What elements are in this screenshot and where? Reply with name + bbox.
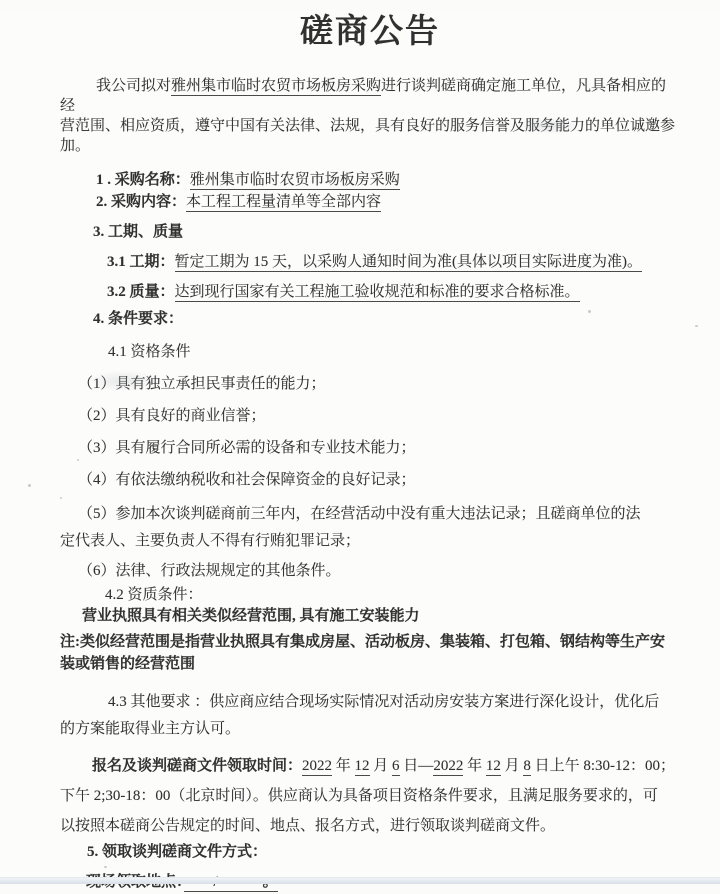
signup-sep-year1: 年 [332, 758, 355, 775]
section41-heading: 4.1 资格条件 [108, 344, 191, 361]
scan-speck [588, 310, 591, 313]
qualification-item-3: （3）具有履行合同所必需的设备和专业技术能力； [78, 440, 416, 457]
scan-speck [28, 484, 31, 487]
section43-text-line1: 供应商应结合现场实际情况对活动房安装方案进行深化设计，优化后 [209, 694, 660, 711]
signup-time-paragraph [60, 751, 680, 841]
signup-year-end: 2022 [433, 758, 464, 775]
section31-label: 3.1 工期： [107, 254, 175, 271]
intro-line2: 营范围、相应资质，遵守中国有关法律、法规，具有良好的服务信誉及服务能力的单位诚邀参 [60, 118, 676, 135]
intro-text-post: 进行谈判磋商确定施工单位，凡具备相应的经 [60, 78, 667, 115]
section32-quality [107, 281, 680, 303]
scan-speck [60, 497, 62, 499]
scan-smudge [88, 370, 158, 392]
section32-label: 3.2 质量： [107, 284, 175, 301]
section42-note [60, 631, 680, 675]
signup-month-end: 12 [485, 758, 501, 775]
scan-speck [695, 325, 698, 327]
intro-paragraph [60, 76, 680, 156]
signup-month-start: 12 [354, 758, 370, 775]
qualification-item-6: （6）法律、行政法规规定的其他条件。 [78, 563, 341, 580]
intro-text-pre: 我公司拟对 [96, 78, 172, 95]
item-purchase-content [96, 191, 680, 213]
section32-value: 达到现行国家有关工程施工验收规范和标准的要求合格标准。 [174, 284, 580, 301]
scan-speck [77, 459, 79, 461]
qualification-item-5-line1: （5）参加本次谈判磋商前三年内，在经营活动中没有重大违法记录；且磋商单位的法 [78, 506, 641, 523]
section42-heading: 4.2 资质条件： [105, 587, 203, 604]
section43-text-line2: 的方案能取得业主方认可。 [60, 721, 241, 738]
section42-note-line1: 注:类似经营范围是指营业执照具有集成房屋、活动板房、集装箱、打包箱、钢结构等生产安 [60, 634, 665, 651]
signup-time-label: 报名及谈判磋商文件领取时间： [92, 758, 303, 775]
signup-sep-month1: 月 [369, 758, 393, 775]
signup-sep-year2: 年 [463, 758, 486, 775]
section42-capability: 营业执照具有相关类似经营范围, 具有施工安装能力 [82, 608, 420, 625]
section4-heading: 4. 条件要求： [93, 311, 184, 328]
announcement-document [0, 10, 720, 894]
qualification-item-4: （4）有依法缴纳税收和社会保障资金的良好记录； [78, 472, 416, 489]
scan-smudge [520, 118, 580, 134]
signup-paragraph-line2: 下午 2;30-18：00（北京时间）。供应商认为具备项目资格条件要求，且满足服务要求的，可 [60, 788, 658, 805]
signup-paragraph-line3: 以按照本磋商公告规定的时间、地点、报名方式，进行领取谈判磋商文件。 [60, 818, 556, 835]
item-purchase-name-label: 1 . 采购名称： [96, 172, 190, 189]
signup-year-start: 2022 [302, 758, 333, 775]
section3-heading: 3. 工期、质量 [93, 224, 184, 241]
signup-day-end: 8 [523, 758, 531, 775]
item-purchase-name [96, 169, 680, 191]
signup-sep-day1: 日— [399, 758, 434, 775]
intro-line3: 加。 [60, 138, 91, 155]
signup-day-start: 6 [392, 758, 400, 775]
scan-bottom-edge [0, 877, 720, 884]
qualification-item-5-line2: 定代表人、主要负责人不得有行贿犯罪记录； [60, 533, 361, 550]
qualification-item-2: （2）具有良好的商业信誉； [78, 408, 266, 425]
item-purchase-content-value: 本工程工程量清单等全部内容 [186, 194, 382, 211]
scan-speck [104, 866, 107, 868]
item-purchase-content-label: 2. 采购内容： [96, 194, 187, 211]
qualification-item-5 [60, 501, 680, 555]
section31-value: 暂定工期为 15 天，以采购人通知时间为准(具体以项目实际进度为准)。 [174, 254, 643, 271]
signup-sep-month2: 月 [500, 758, 524, 775]
intro-project-name-underlined: 雅州集市临时农贸市场板房采购 [171, 78, 382, 95]
scanned-page [0, 10, 720, 884]
qualification-item-1: （1）具有独立承担民事责任的能力； [78, 376, 326, 393]
signup-time-tail: 日上午 8:30-12：00； [530, 758, 676, 775]
section5-heading: 5. 领取谈判磋商文件方式： [87, 844, 268, 861]
item-purchase-name-value: 雅州集市临时农贸市场板房采购 [189, 172, 400, 189]
section42-note-line2: 装或销售的经营范围 [60, 656, 196, 673]
section43-other-requirements [60, 689, 680, 743]
section43-label: 4.3 其他要求 ： [108, 694, 210, 711]
section31-duration [107, 251, 680, 273]
doc-title: 磋商公告 [300, 14, 440, 50]
